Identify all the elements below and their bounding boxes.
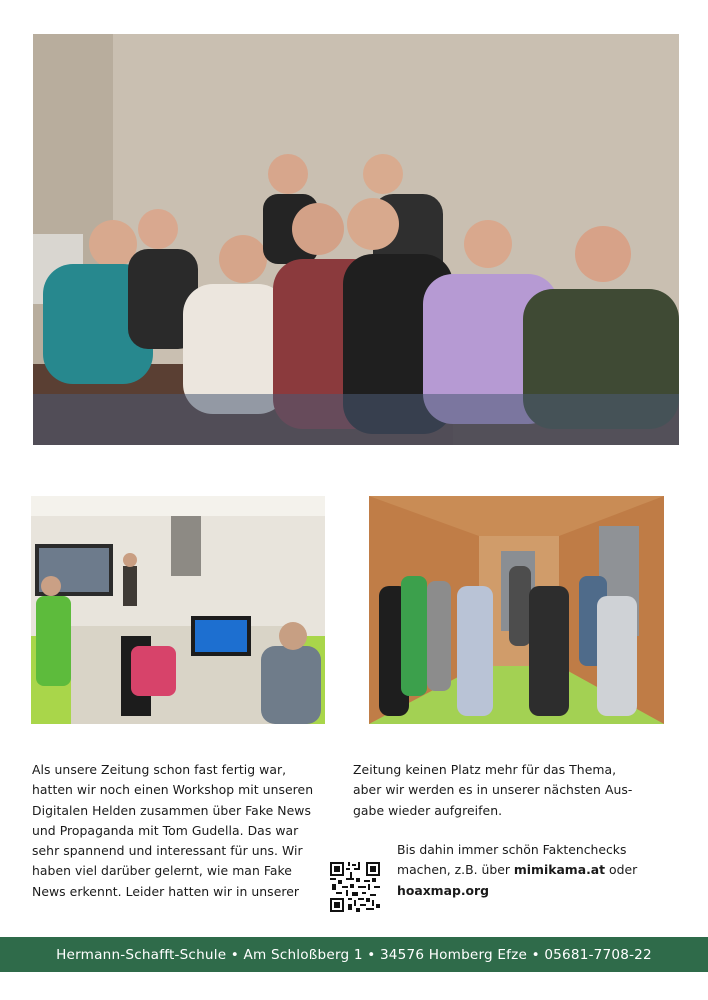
article-line: News erkennt. Leider hatten wir in unserer: [32, 883, 300, 899]
article-line: Digitalen Helden zusammen über Fake News: [32, 802, 311, 818]
article-line: haben viel darüber gelernt, wie man Fake: [32, 863, 292, 879]
article-line: und Propaganda mit Tom Gudella. Das war: [32, 822, 299, 838]
article-line: aber wir werden es in unserer nächsten Aus-: [353, 782, 633, 798]
mimikama-link[interactable]: mimikama.at: [513, 862, 606, 878]
callout-line: Bis dahin immer schön Faktenchecks: [397, 842, 627, 857]
article-line: Zeitung keinen Platz mehr für das Thema,: [353, 762, 617, 777]
qr-code-icon[interactable]: [330, 862, 380, 912]
group-photo: [33, 34, 679, 445]
article-line: gabe wieder aufgreifen.: [353, 802, 503, 818]
callout-line: [397, 860, 637, 880]
group-photo-illustration: [33, 34, 679, 445]
callout-prefix: machen, z.B. über: [397, 862, 514, 878]
hoaxmap-link[interactable]: hoaxmap.org: [397, 882, 490, 898]
classroom-photo-illustration: [31, 496, 325, 724]
article-line: sehr spannend und interessant für uns. Wir: [32, 843, 303, 859]
footer-bar: [0, 937, 708, 972]
factcheck-callout: [397, 840, 637, 901]
article-line: Als unsere Zeitung schon fast fertig war,: [32, 762, 287, 777]
article-left-column: [32, 760, 332, 902]
hallway-photo-illustration: [369, 496, 664, 724]
callout-suffix: oder: [605, 862, 638, 878]
classroom-photo: [31, 496, 325, 724]
footer-address: Hermann-Schafft-Schule • Am Schloßberg 1 • 34576 Homberg Efze • 05681-7708-22: [56, 946, 652, 963]
callout-line: [397, 881, 637, 901]
hallway-photo: [369, 496, 664, 724]
article-right-column: [353, 760, 673, 821]
article-line: hatten wir noch einen Workshop mit unseren: [32, 782, 314, 798]
